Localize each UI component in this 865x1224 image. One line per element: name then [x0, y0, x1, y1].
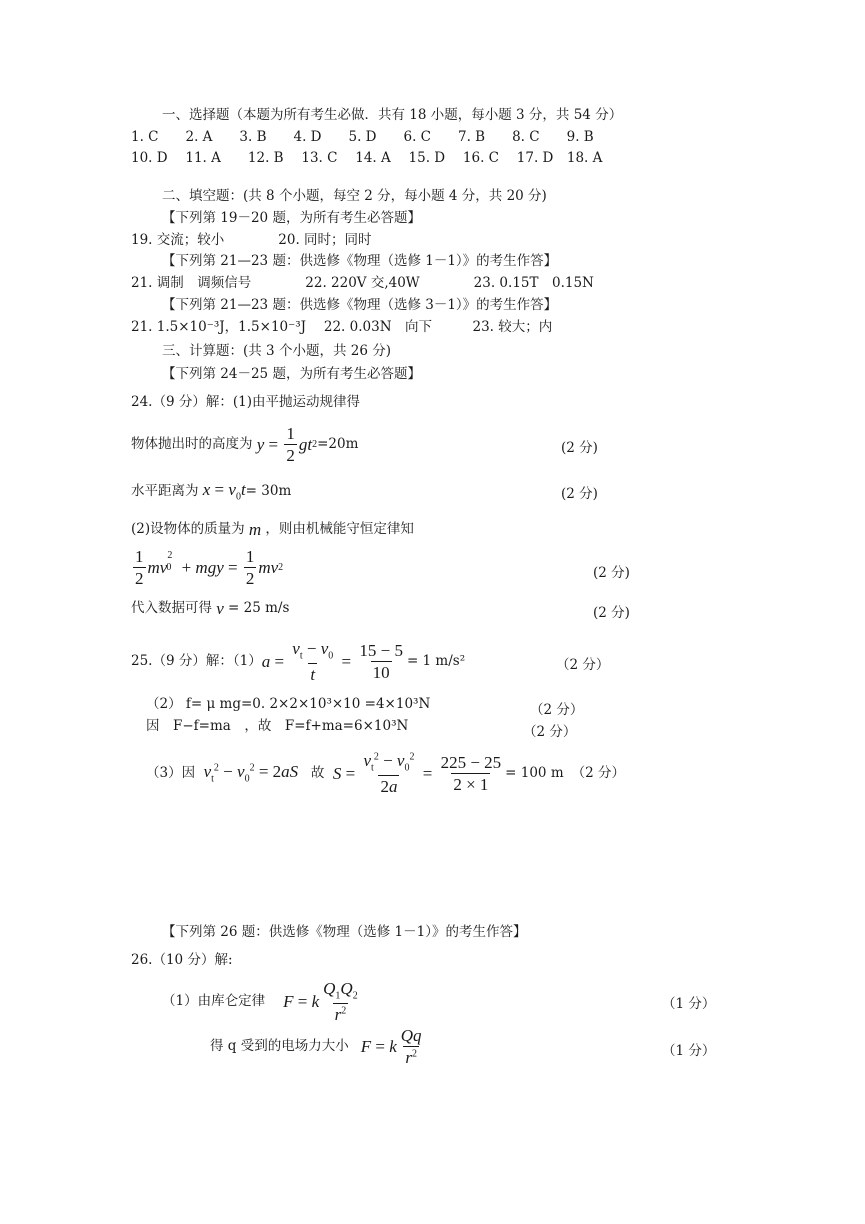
q24-height-result: =20m: [317, 435, 359, 452]
q24-points-1: (2 分): [561, 440, 598, 456]
q26-heading: 26.（10 分）解:: [131, 952, 233, 968]
q24-points-2: (2 分): [561, 486, 598, 502]
q25-force-line: 因 F−f=ma ，故 F=f+ma=6×10³N: [146, 718, 409, 734]
q25-part1-line: [131, 640, 465, 683]
q25-part3-label: （3）因: [146, 764, 196, 781]
q25-part3-line: [146, 752, 625, 795]
q24-height-formula: y = $\frac{1}{2}$ gt 2: [252, 424, 318, 465]
section-2-note-2: 【下列第 21—23 题：供选修《物理（选修 1－1）》的考生作答】: [162, 253, 558, 269]
q26-field-force-line: [210, 1027, 426, 1066]
q26-field-force-label: 得 q 受到的电场力大小: [210, 1037, 349, 1054]
q25-distance-formula: S = $\frac{v_t^2 - v_0^2}{2a}$ = $\frac{225 - 25}{2 \times 1}$: [332, 751, 502, 797]
q25-acceleration-result: = 1 m/s²: [406, 652, 466, 669]
q24-distance-line: [131, 481, 291, 502]
q25-points-1: （2 分）: [556, 657, 610, 673]
fill-answer-21-23-a: 21. 调制 调频信号 22. 220V 交,40W 23. 0.15T 0.15N: [131, 275, 594, 291]
q26-points-1: （1 分）: [662, 996, 716, 1012]
q25-therefore-label: 故: [310, 764, 325, 781]
q24-substitution-result: = 25 m/s: [228, 599, 290, 616]
q24-energy-equation: $\frac{1}{2}$ mv 20 + mgy = $\frac{1}{2}$ mv 2: [135, 547, 284, 588]
q24-distance-label: 水平距离为: [131, 482, 199, 499]
q24-velocity-symbol: v: [212, 599, 229, 618]
section-1-title: 一、选择题（本题为所有考生必做．共有 18 小题，每小题 3 分，共 54 分）: [162, 107, 623, 123]
q25-distance-result: = 100 m: [505, 764, 564, 781]
q24-heading: 24.（9 分）解：(1)由平抛运动规律得: [131, 394, 360, 410]
q25-kinematic-equation: $v_t^2 - v_0^2 = 2aS$: [203, 762, 299, 785]
q26-coulomb-line: [162, 980, 362, 1023]
fill-answer-19-20: 19. 交流；较小 20. 同时；同时: [131, 232, 372, 248]
q26-coulomb-formula: F = k $\frac{Q_1Q_2}{r^2}$: [283, 979, 358, 1025]
section-3-title: 三、计算题：(共 3 个小题，共 26 分): [162, 343, 391, 359]
q26-points-2: （1 分）: [662, 1043, 716, 1059]
q24-height-label: 物体抛出时的高度为: [131, 435, 253, 452]
q24-part2-text-b: ，则由机械能守恒定律知: [265, 520, 414, 537]
section-2-note-1: 【下列第 19－20 题，为所有考生必答题】: [162, 210, 421, 226]
section-26-note: 【下列第 26 题：供选修《物理（选修 1－1）》的考生作答】: [162, 924, 527, 940]
q24-distance-formula: $x = v_0t$: [198, 480, 246, 503]
q25-acceleration-formula: a = $\frac{v_t - v_0}{t}$ = $\frac{15 - 5}{10}$: [261, 639, 403, 685]
q24-substitution-line: [131, 600, 289, 617]
q24-distance-result: = 30m: [245, 482, 292, 499]
q24-part2-text: (2)设物体的质量为: [131, 520, 245, 537]
fill-answer-21-23-b: 21. 1.5×10⁻³J，1.5×10⁻³J 22. 0.03N 向下 23. 较大；内: [131, 319, 553, 335]
q25-points-4: （2 分）: [571, 764, 626, 781]
section-2-title: 二、填空题：(共 8 个小题，每空 2 分，每小题 4 分，共 20 分): [162, 188, 547, 204]
q24-height-line: [131, 425, 358, 464]
q24-points-4: (2 分): [593, 605, 630, 621]
q24-part2-line: [131, 521, 414, 538]
section-2-note-3: 【下列第 21—23 题：供选修《物理（选修 3－1）》的考生作答】: [162, 297, 558, 313]
answer-row-2: 10. D 11. A 12. B 13. C 14. A 15. D 16. C 17. D 18. A: [131, 150, 603, 166]
q24-substitution-label: 代入数据可得: [131, 599, 212, 616]
q24-points-3: (2 分): [593, 565, 630, 581]
answer-row-1: 1. C 2. A 3. B 4. D 5. D 6. C 7. B 8. C 9. B: [131, 129, 594, 145]
q25-points-3: （2 分）: [523, 724, 577, 740]
q24-mass-symbol: m: [244, 520, 266, 539]
q25-friction-line: （2） f= μ mg=0. 2×2×10³×10 =4×10³N: [146, 696, 431, 712]
section-3-note: 【下列第 24－25 题，为所有考生必答题】: [162, 366, 421, 382]
q26-coulomb-label: （1）由库仑定律: [162, 992, 266, 1009]
q25-heading: 25.（9 分）解：（1）: [131, 652, 262, 669]
q25-points-2: （2 分）: [530, 702, 584, 718]
q26-field-force-formula: F = k $\frac{Qq}{r^2}$: [360, 1026, 422, 1067]
